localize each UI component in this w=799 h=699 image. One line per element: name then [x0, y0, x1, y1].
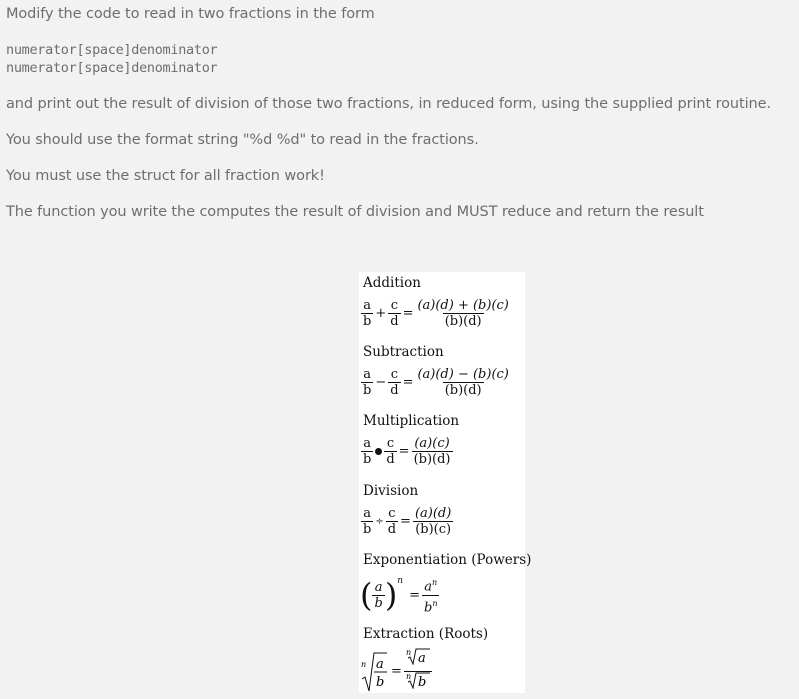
svg-text:b: b — [376, 674, 385, 690]
division-heading: Division — [363, 483, 419, 499]
subtraction-formula: $\frac{a}{b}$ − $\frac{c}{d}$ = $\frac{(a)(d) - (b)(c)}{(b)(d)}$ — [363, 367, 509, 398]
instruction-function: The function you write the computes the result of division and MUST reduce and return the result — [6, 204, 704, 220]
instruction-struct: You must use the struct for all fraction work! — [6, 168, 325, 184]
svg-text:b: b — [417, 675, 427, 689]
svg-text:a: a — [417, 651, 426, 665]
instruction-format-string: You should use the format string "%d %d" to read in the fractions. — [6, 132, 479, 148]
extraction-formula: n a b = n a n b — [361, 648, 432, 695]
format-line-2: numerator[space]denominator — [6, 60, 218, 76]
exponentiation-formula: ( $\frac{a}{b}$ ) n = $\frac{a^n}{b^n}$ — [360, 576, 438, 615]
instruction-print: and print out the result of division of those two fractions, in reduced form, using the supplied print routine. — [6, 96, 771, 112]
multiply-dot-icon — [375, 448, 382, 455]
fraction-rules-image — [359, 272, 532, 693]
multiplication-heading: Multiplication — [363, 413, 460, 429]
nth-root-icon — [406, 648, 430, 665]
addition-formula: $\frac{a}{b}$ + $\frac{c}{d}$ = $\frac{(a)(d) + (b)(c)}{(b)(d)}$ — [363, 298, 509, 329]
left-paren: ( — [360, 576, 373, 614]
nth-root-icon — [406, 672, 430, 689]
extraction-heading: Extraction (Roots) — [363, 626, 489, 642]
svg-text:n: n — [361, 659, 367, 669]
nth-root-a — [404, 648, 432, 671]
right-paren: ) — [384, 576, 398, 614]
division-formula: $\frac{a}{b}$ ÷ $\frac{c}{d}$ = $\frac{(a)(d)}{(b)(c)}$ — [363, 506, 452, 537]
svg-text:n: n — [405, 648, 412, 657]
nth-root-fraction-icon — [361, 651, 387, 693]
nth-root-b — [404, 671, 432, 695]
multiplication-formula: $\frac{a}{b}$ $\frac{c}{d}$ = $\frac{(a)(c)}{(b)(d)}$ — [363, 436, 451, 467]
format-line-1: numerator[space]denominator — [6, 42, 218, 58]
exponentiation-heading: Exponentiation (Powers) — [363, 552, 532, 568]
subtraction-heading: Subtraction — [363, 344, 444, 360]
addition-heading: Addition — [363, 275, 421, 291]
svg-text:a: a — [376, 656, 384, 672]
svg-text:n: n — [405, 672, 412, 681]
instruction-intro: Modify the code to read in two fractions in the form — [6, 6, 375, 22]
